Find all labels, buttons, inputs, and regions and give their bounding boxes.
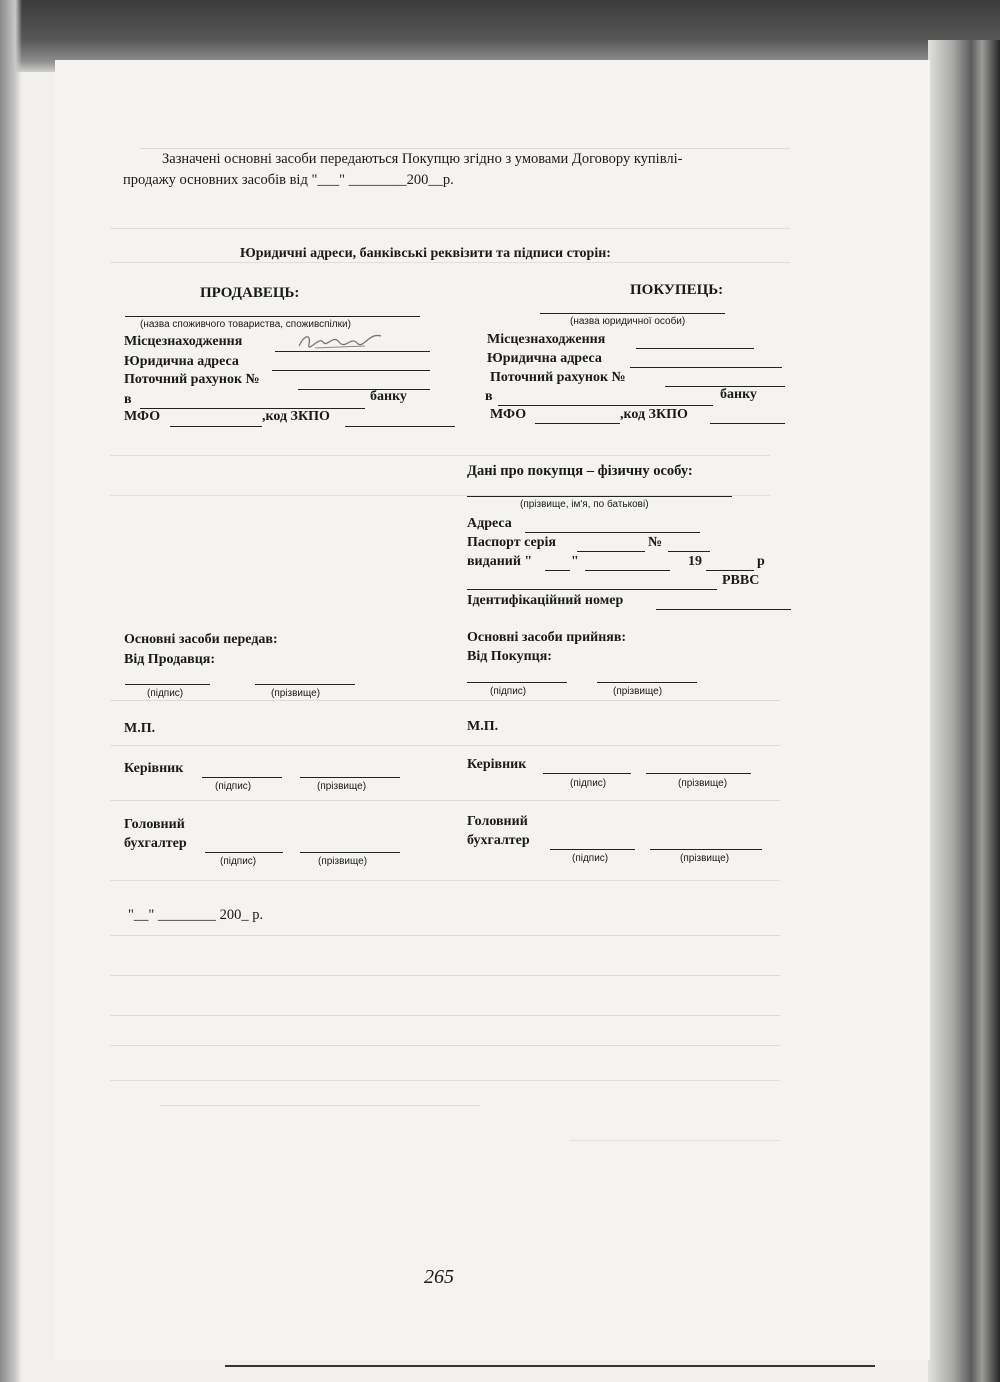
buyer-name-hint: (назва юридичної особи) — [570, 316, 686, 327]
from-seller-label: Від Продавця: — [124, 652, 216, 667]
seller-bank-label: банку — [370, 389, 407, 404]
buyer-zkpo-line[interactable] — [710, 423, 785, 424]
person-address-label: Адреса — [467, 516, 512, 531]
seller-name-line[interactable] — [125, 316, 420, 317]
buyer-surname-line[interactable] — [597, 682, 697, 683]
buyer-head-label: Керівник — [467, 757, 527, 772]
buyer-accountant-surname-line[interactable] — [650, 849, 762, 850]
person-name-line[interactable] — [467, 496, 732, 497]
person-issued-year: 19 — [688, 554, 702, 569]
seller-head-signature-hint: (підпис) — [215, 781, 252, 792]
scan-shadow-left — [0, 0, 22, 1382]
seller-head-signature-line[interactable] — [202, 777, 282, 778]
person-id-label: Ідентифікаційний номер — [467, 593, 624, 608]
person-title: Дані про покупця – фізичну особу: — [467, 463, 693, 479]
seller-surname-hint: (прізвище) — [271, 688, 321, 699]
person-rvvs: РВВС — [722, 573, 760, 588]
section-heading: Юридичні адреси, банківські реквізити та підписи сторін: — [240, 246, 611, 261]
page-edges-right — [928, 40, 1000, 1382]
buyer-chief-label: Головний — [467, 814, 528, 829]
buyer-title: ПОКУПЕЦЬ: — [630, 282, 724, 298]
person-issued-quote: " — [571, 554, 579, 569]
seller-mfo-line[interactable] — [170, 426, 262, 427]
seller-in-label: в — [124, 392, 132, 407]
handed-over-label: Основні засоби передав: — [124, 632, 278, 647]
seller-accountant-signature-hint: (підпис) — [220, 856, 257, 867]
buyer-accountant-signature-hint: (підпис) — [572, 853, 609, 864]
seller-accountant-surname-line[interactable] — [300, 852, 400, 853]
buyer-bank-label: банку — [720, 387, 757, 402]
buyer-in-label: в — [485, 389, 493, 404]
buyer-head-signature-line[interactable] — [543, 773, 631, 774]
seller-signature-line[interactable] — [125, 684, 210, 685]
buyer-zkpo-label: ,код ЗКПО — [620, 407, 688, 422]
buyer-location-label: Місцезнаходження — [487, 332, 606, 347]
seller-accountant-signature-line[interactable] — [205, 852, 283, 853]
seller-title: ПРОДАВЕЦЬ: — [200, 285, 300, 301]
seller-bank-line[interactable] — [140, 408, 365, 409]
buyer-head-signature-hint: (підпис) — [570, 778, 607, 789]
buyer-account-label: Поточний рахунок № — [490, 370, 626, 385]
person-passport-number-line[interactable] — [668, 551, 710, 552]
buyer-accountant-surname-hint: (прізвище) — [680, 853, 730, 864]
buyer-bank-line[interactable] — [498, 405, 713, 406]
buyer-accountant-signature-line[interactable] — [550, 849, 635, 850]
received-label: Основні засоби прийняв: — [467, 630, 627, 645]
buyer-head-surname-hint: (прізвище) — [678, 778, 728, 789]
seller-legal-address-line[interactable] — [272, 370, 430, 371]
seller-head-label: Керівник — [124, 761, 184, 776]
from-buyer-label: Від Покупця: — [467, 649, 552, 664]
seller-head-surname-hint: (прізвище) — [317, 781, 367, 792]
person-address-line[interactable] — [525, 532, 700, 533]
person-passport-series-line[interactable] — [577, 551, 645, 552]
bottom-rule — [225, 1365, 875, 1367]
buyer-mfo-line[interactable] — [535, 423, 620, 424]
buyer-signature-hint: (підпис) — [490, 686, 527, 697]
seller-surname-line[interactable] — [255, 684, 355, 685]
seller-location-label: Місцезнаходження — [124, 334, 243, 349]
buyer-legal-address-label: Юридична адреса — [487, 351, 602, 366]
document-date: "__" ________ 200_ р. — [128, 907, 264, 923]
seller-head-surname-line[interactable] — [300, 777, 400, 778]
person-issuer-line[interactable] — [467, 589, 717, 590]
seller-accountant-surname-hint: (прізвище) — [318, 856, 368, 867]
seller-stamp-mp: М.П. — [124, 721, 156, 736]
intro-line-1: Зазначені основні засоби передаються Покупцю згідно з умовами Договору купівлі- — [162, 151, 683, 167]
seller-account-line[interactable] — [298, 389, 430, 390]
seller-signature-hint: (підпис) — [147, 688, 184, 699]
seller-name-hint: (назва споживчого товариства, споживспілки) — [140, 319, 351, 330]
person-issued-year-line[interactable] — [706, 570, 754, 571]
person-issued-day-line[interactable] — [545, 570, 570, 571]
person-name-hint: (прізвище, ім'я, по батькові) — [520, 499, 649, 510]
seller-account-label: Поточний рахунок № — [124, 372, 260, 387]
buyer-location-line[interactable] — [636, 348, 754, 349]
person-passport-no-label: № — [648, 535, 663, 550]
person-passport-label: Паспорт серія — [467, 535, 556, 550]
person-issued-month-line[interactable] — [585, 570, 670, 571]
buyer-legal-address-line[interactable] — [630, 367, 782, 368]
buyer-head-surname-line[interactable] — [646, 773, 751, 774]
buyer-surname-hint: (прізвище) — [613, 686, 663, 697]
handwritten-signature-mark — [295, 330, 385, 352]
intro-line-2: продажу основних засобів від "___" ________200__р. — [123, 172, 454, 188]
seller-zkpo-label: ,код ЗКПО — [262, 409, 330, 424]
seller-legal-address-label: Юридична адреса — [124, 354, 239, 369]
buyer-accountant-label: бухгалтер — [467, 833, 530, 848]
buyer-stamp-mp: М.П. — [467, 719, 499, 734]
person-id-line[interactable] — [656, 609, 791, 610]
buyer-signature-line[interactable] — [467, 682, 567, 683]
seller-zkpo-line[interactable] — [345, 426, 455, 427]
person-issued-label: виданий " — [467, 554, 533, 569]
seller-mfo-label: МФО — [124, 409, 161, 424]
buyer-mfo-label: МФО — [490, 407, 527, 422]
buyer-name-line[interactable] — [540, 313, 725, 314]
seller-chief-label: Головний — [124, 817, 185, 832]
seller-accountant-label: бухгалтер — [124, 836, 187, 851]
page-number: 265 — [424, 1266, 454, 1288]
person-issued-r: р — [757, 554, 765, 569]
